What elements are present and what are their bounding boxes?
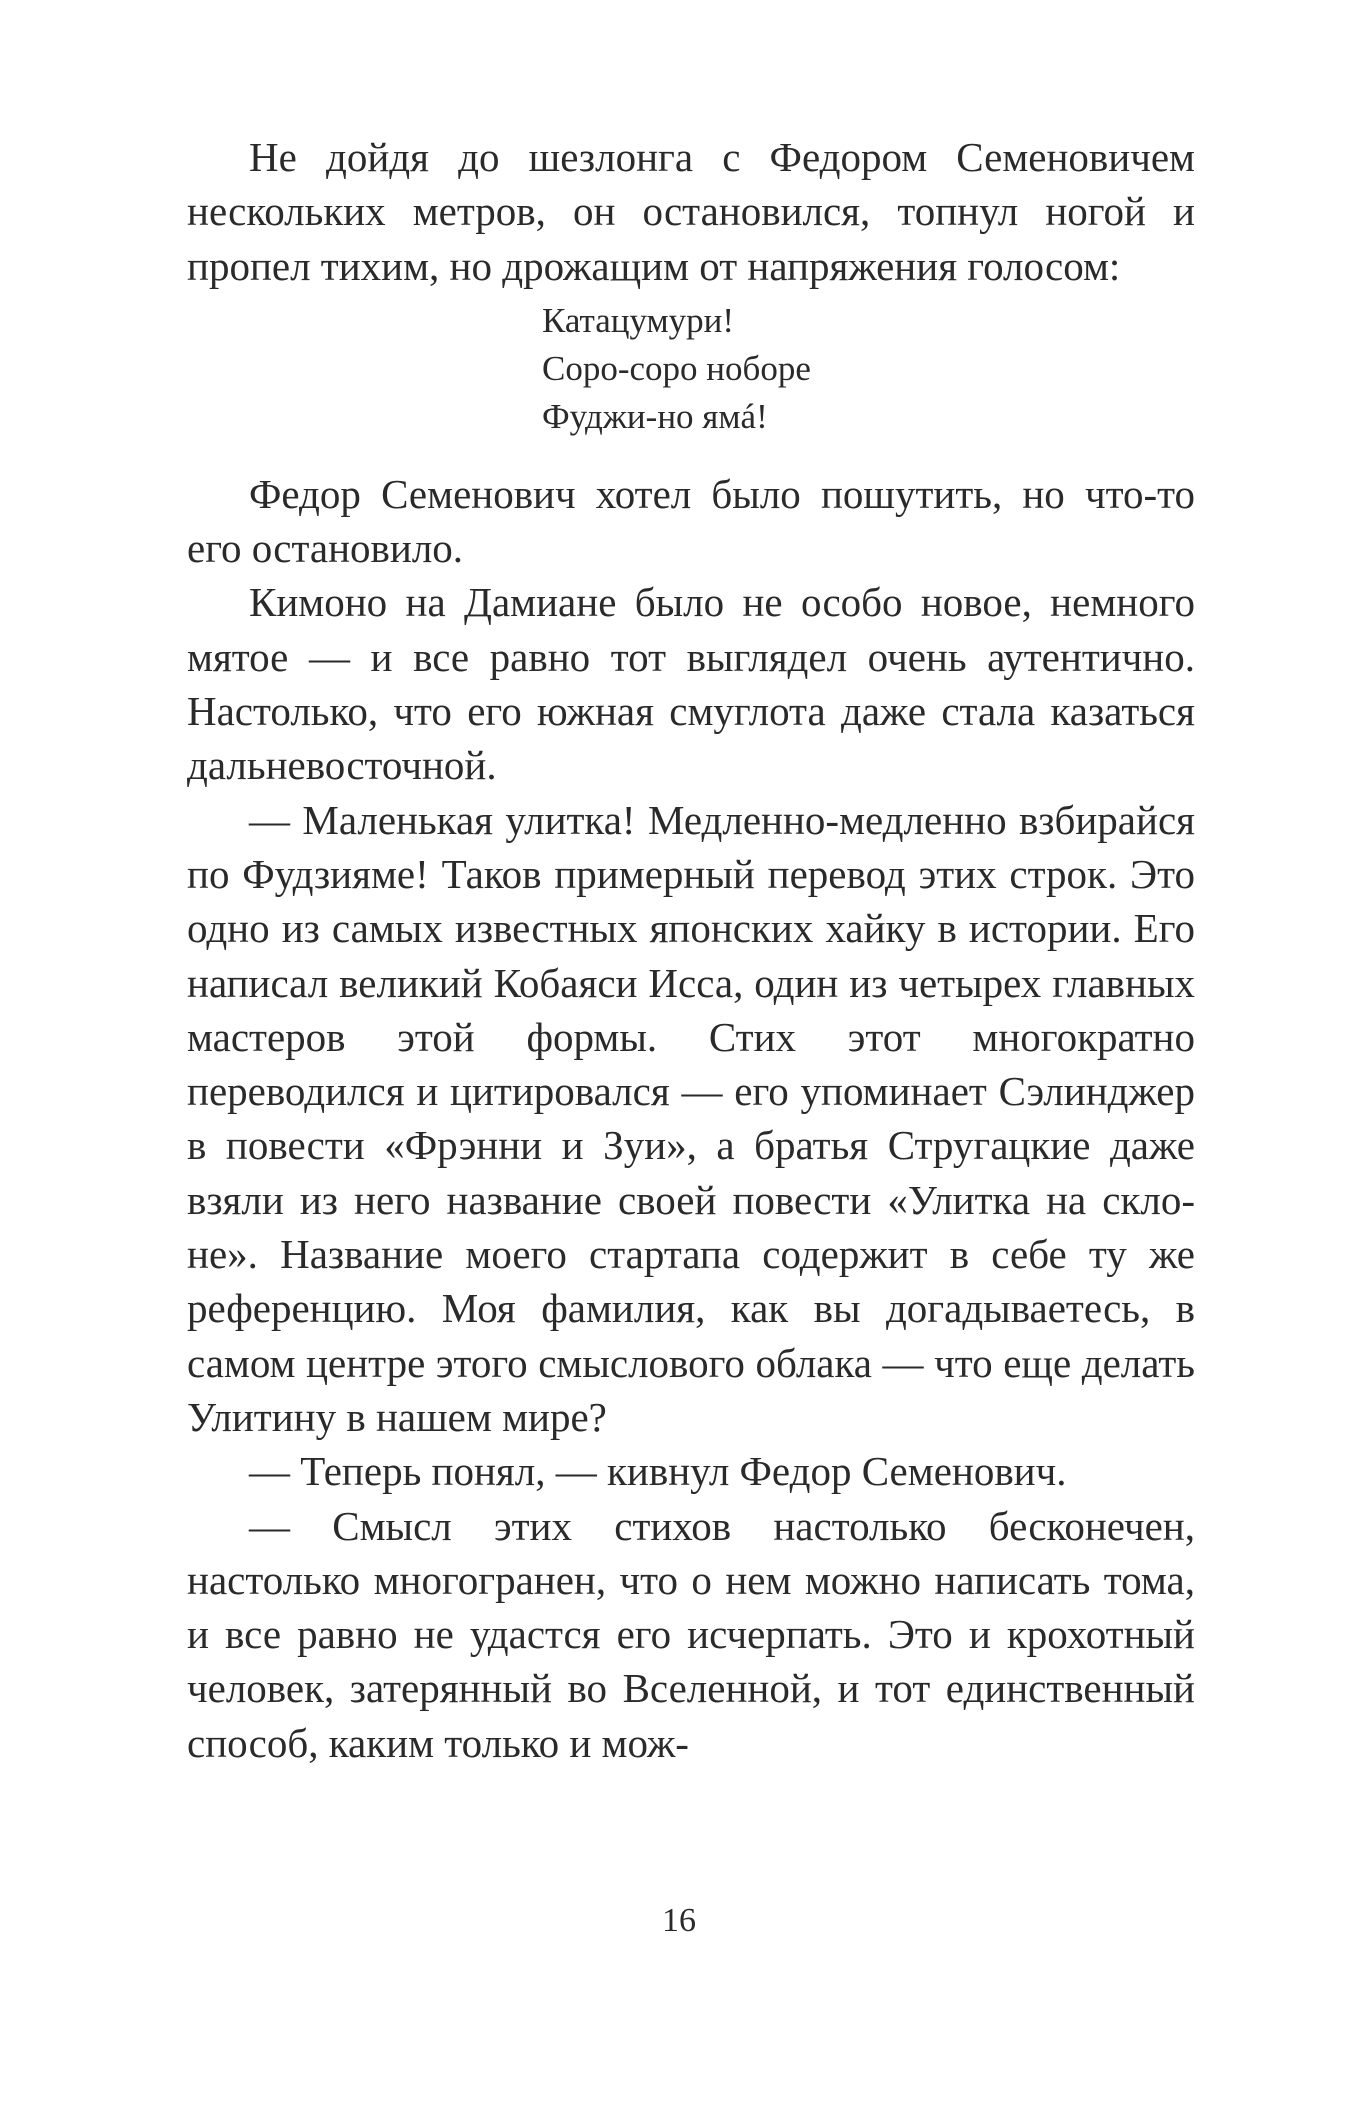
poem-line: Катацумури!: [542, 300, 735, 340]
paragraph: — Смысл этих стихов настолько бесконечен, настолько многогранен, что о нем можно написать тома, и все равно не удастся его исчерпать. Это и крохотный человек, затерянный во Вселенной, и тот единственный способ, каким только и мож-: [187, 1502, 1195, 1766]
paragraph: — Теперь понял, — кивнул Федор Семенович.: [249, 1448, 1067, 1495]
haiku-poem: [187, 297, 1195, 441]
paragraph: Кимоно на Дамиане было не особо новое, немного мятое — и все равно тот выглядел очень аутентично. Настолько, что его южная смуглота даже стала казаться дальневосточной.: [187, 579, 1195, 789]
poem-line: Соро-соро нобоpe: [542, 348, 811, 388]
paragraph: — Маленькая улитка! Медленно-медленно взбирайся по Фудзияме! Таков примерный перевод этих строк. Это одно из самых известных японских хайку в истории. Его написал великий Кобаяси Исса, один из четырех главных мастеров этой формы. Стих этот многократно переводился и цитировался — его упоминает Сэлинджер в повести «Фрэнни и Зуи», а братья Стругацкие даже взяли из него название своей повести «Улитка на склоне». Название моего стартапа содержит в себе ту же референцию. Моя фамилия, как вы догадываетесь, в самом центре этого смыслового облака — что еще делать Улитину в нашем мире?: [187, 796, 1195, 1440]
body-text: [187, 130, 1195, 1770]
poem-line: Фуджи-но ямá!: [542, 396, 768, 436]
page-number: 16: [662, 1902, 696, 1939]
paragraph: Не дойдя до шезлонга с Федором Семеновичем нескольких метров, он остановился, топнул ногой и пропел тихим, но дрожащим от напряжения голосом:: [187, 134, 1195, 289]
paragraph: Федор Семенович хотел было пошутить, но что-то его остановило.: [187, 470, 1195, 572]
